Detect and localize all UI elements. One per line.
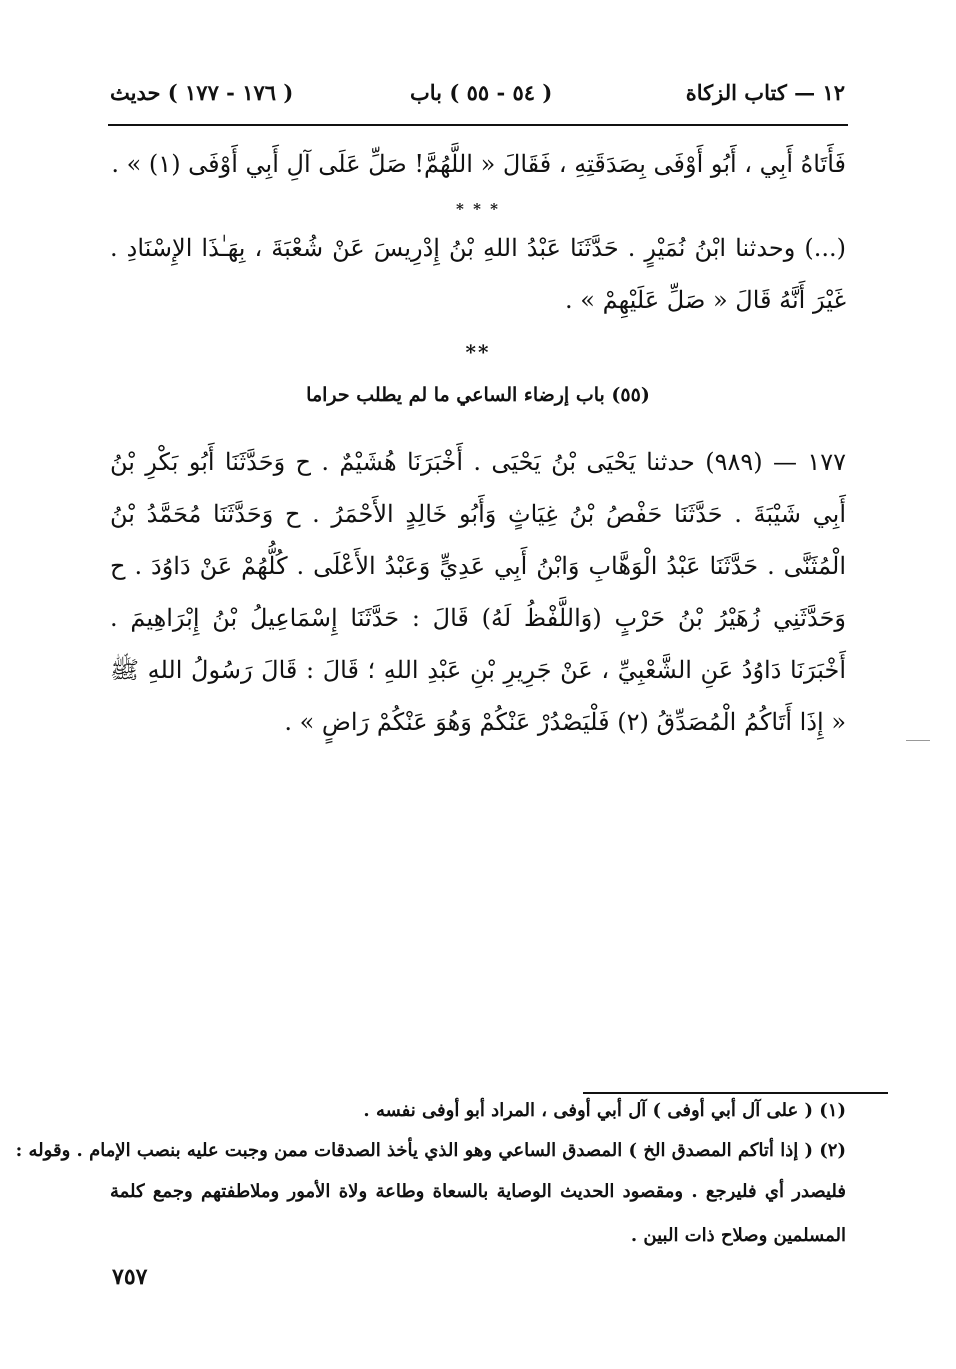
margin-mark: [906, 740, 930, 741]
footnote-2: (٢) ( إذا أتاكم المصدق الخ ) المصدق الساعي وهو الذي يأخذ الصدقات ممن وجبت عليه بنصب الإمام . وقوله :: [15, 1140, 846, 1161]
section-separator: **: [465, 340, 491, 364]
header-book-title: ١٢ — كتاب الزكاة: [685, 80, 845, 105]
header-rule: [108, 124, 848, 126]
top-paragraph: فَأَتَاهُ أَبِي ، أَبُو أَوْفَى بِصَدَقَتِهِ ، فَقَالَ « اللَّهُمَّ! صَلِّ عَلَى آلِ أَبِي أَوْفَى (١) » .: [111, 150, 846, 178]
running-header: [110, 80, 845, 120]
header-hadith-range: ( ١٧٦ - ١٧٧ ) حديث: [110, 80, 294, 105]
section-separator: * * *: [456, 200, 500, 218]
footnote-2-continuation: فليصدر أي فليرجع . ومقصود الحديث الوصاية بالسعاة وطاعة ولاة الأمور وملاطفتهم وجمع كلمة المسلمين وصلاح ذات البين .: [110, 1181, 846, 1246]
header-chapter-range: ( ٥٤ - ٥٥ ) باب: [410, 80, 553, 105]
hadith-paragraph: ١٧٧ — (٩٨٩) حدثنا يَحْيَى بْنُ يَحْيَى . أَخْبَرَنَا هُشَيْمٌ . ح وَحَدَّثَنَا أَبُو بَكْرِ بْنُ أَبِي شَيْبَةَ . حَدَّثَنَا حَفْصُ بْنُ غِيَاثٍ وَأَبُو خَالِدٍ الأَحْمَرُ . ح وَحَدَّثَنَا مُحَمَّدُ بْنُ الْمُثَنَّى . حَدَّثَنَا عَبْدُ الْوَهَّابِ وَابْنُ أَبِي عَدِيٍّ وَعَبْدُ الأَعْلَى . كُلُّهُمْ عَنْ دَاوُدَ . ح وَحَدَّثَنِي زُهَيْرُ بْنُ حَرْبٍ (وَاللَّفْظُ لَهُ) قَالَ : حَدَّثَنَا إِسْمَاعِيلُ بْنُ إِبْرَاهِيمَ . أَخْبَرَنَا دَاوُدُ عَنِ الشَّعْبِيِّ ، عَنْ جَرِيرِ بْنِ عَبْدِ اللهِ ؛ قَالَ : قَالَ رَسُولُ اللهِ ﷺ « إِذَا أَتَاكُمُ الْمُصَدِّقُ (٢) فَلْيَصْدُرْ عَنْكُمْ وَهُوَ عَنْكُمْ رَاضٍ » .: [110, 448, 846, 736]
second-paragraph: (...) وحدثنا ابْنُ نُمَيْرٍ . حَدَّثَنَا عَبْدُ اللهِ بْنُ إِدْرِيسَ عَنْ شُعْبَةَ ، بِهَـٰذَا الإِسْنَادِ . غَيْرَ أَنَّهُ قَالَ « صَلِّ عَلَيْهِمْ » .: [110, 234, 846, 314]
page-number: ٧٥٧: [112, 1264, 148, 1290]
chapter-title: (٥٥) باب إرضاء الساعي ما لم يطلب حراما: [306, 384, 650, 406]
footnote-1: (١) ( على آل أبي أوفى ) آل أبي أوفى ، المراد أبو أوفى نفسه .: [363, 1100, 846, 1121]
footnote-rule: [583, 1092, 888, 1094]
